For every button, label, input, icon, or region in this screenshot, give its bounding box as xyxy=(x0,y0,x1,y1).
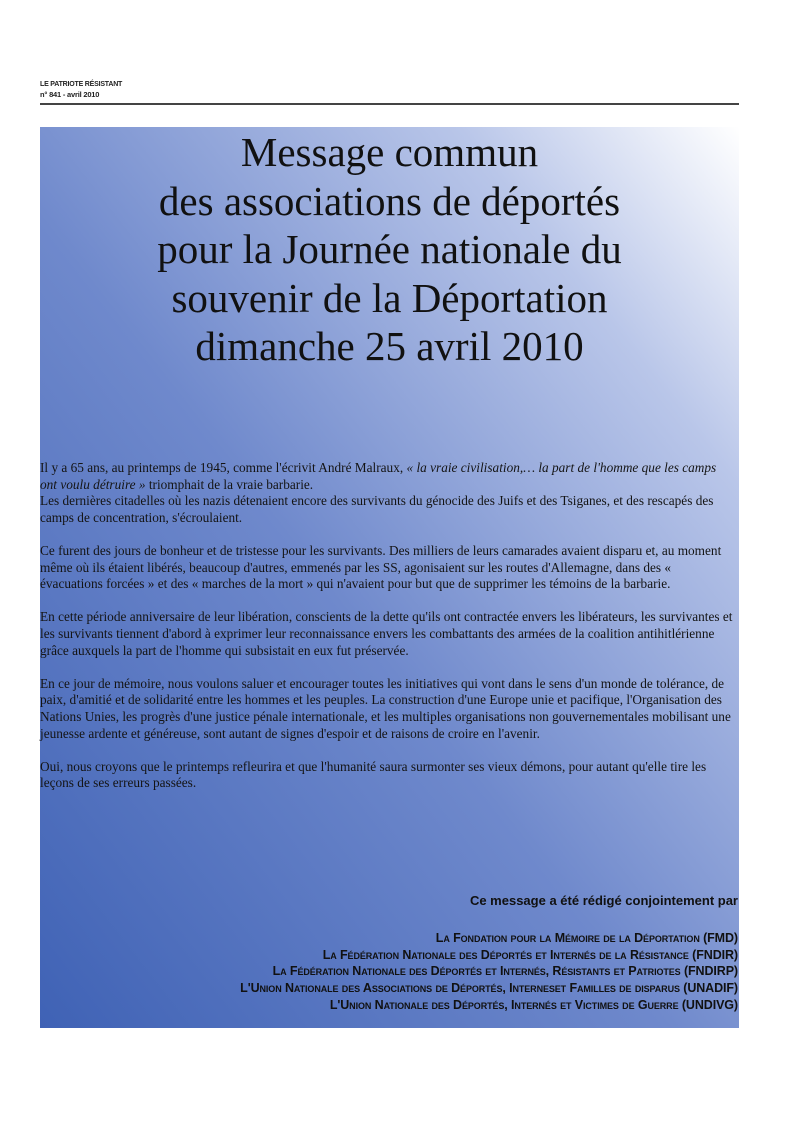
organization-item: L'Union Nationale des Associations de Déportés, Interneset Familles de disparus (UNADIF) xyxy=(240,981,738,996)
publication-name: LE PATRIOTE RÉSISTANT xyxy=(40,81,123,88)
issue-number: n° 841 - avril 2010 xyxy=(40,90,100,99)
header-rule xyxy=(40,103,739,105)
page-header xyxy=(40,80,122,100)
p1-end: triomphait de la vraie barbarie. xyxy=(145,476,314,492)
paragraph-1 xyxy=(40,460,736,526)
title-line: dimanche 25 avril 2010 xyxy=(195,323,584,369)
page-title xyxy=(40,128,739,371)
paragraph-5: Oui, nous croyons que le printemps refleurira et que l'humanité saura surmonter ses vieux démons, pour autant qu'elle tire les leçons de ses erreurs passées. xyxy=(40,758,707,791)
message-body xyxy=(40,460,736,808)
p1-intro: Il y a 65 ans, au printemps de 1945, comme l'écrivit André Malraux, xyxy=(40,460,407,475)
organization-item: La Fédération Nationale des Déportés et Internés, Résistants et Patriotes (FNDIRP) xyxy=(272,964,738,979)
organization-item: L'Union Nationale des Déportés, Internés et Victimes de Guerre (UNDIVG) xyxy=(329,997,738,1012)
malraux-quote: « la vraie civilisation,… la part de l'homme que les camps ont voulu détruire » xyxy=(40,460,717,492)
title-line: Message commun xyxy=(240,129,539,175)
paragraph-2: Ce furent des jours de bonheur et de tristesse pour les survivants. Des milliers de leurs camarades avaient disparu et, au moment même où ils étaient libérés, beaucoup d'autres, emmenés par les SS, agonisaient sur les routes d'Allemagne, dans des « évacuations forcées » et des « marches de la mort » qui n'avaient pour but que de supprimer les témoins de la barbarie. xyxy=(40,542,722,592)
organization-list xyxy=(48,930,738,1014)
organization-item: La Fondation pour la Mémoire de la Déportation (FMD) xyxy=(435,931,738,945)
title-line: souvenir de la Déportation xyxy=(171,274,608,321)
paragraph-3: En cette période anniversaire de leur libération, conscients de la dette qu'ils ont contractée envers les libérateurs, les survivantes et les survivants tiennent d'abord à exprimer leur reconnaissance envers les combattants des armées de la coalition antihitlérienne grâce auxquels la part de l'homme qui subsistait en eux fut préservée. xyxy=(40,609,733,658)
credit-line: Ce message a été rédigé conjointement par xyxy=(469,893,738,908)
title-line: des associations de déportés xyxy=(158,177,621,224)
organization-item: La Fédération Nationale des Déportés et Internés de la Résistance (FNDIR) xyxy=(322,947,738,962)
paragraph-4: En ce jour de mémoire, nous voulons saluer et encourager toutes les initiatives qui vont dans le sens d'un monde de tolérance, de paix, d'amitié et de solidarité entre les hommes et les peuples. La construction d'une Europe unie et pacifique, l'Organisation des Nations Unies, les progrès d'une justice pénale internationale, et les multiples organisations non gouvernementales mobilisant une jeunesse ardente et généreuse, sont autant de signes d'espoir et de raisons de croire en l'avenir. xyxy=(40,675,731,741)
title-line: pour la Journée nationale du xyxy=(157,226,622,272)
p1-line2: Les dernières citadelles où les nazis détenaient encore des survivants du génocide des Juifs et des Tsiganes, et des rescapés des camps de concentration, s'écroulaient. xyxy=(40,493,714,525)
